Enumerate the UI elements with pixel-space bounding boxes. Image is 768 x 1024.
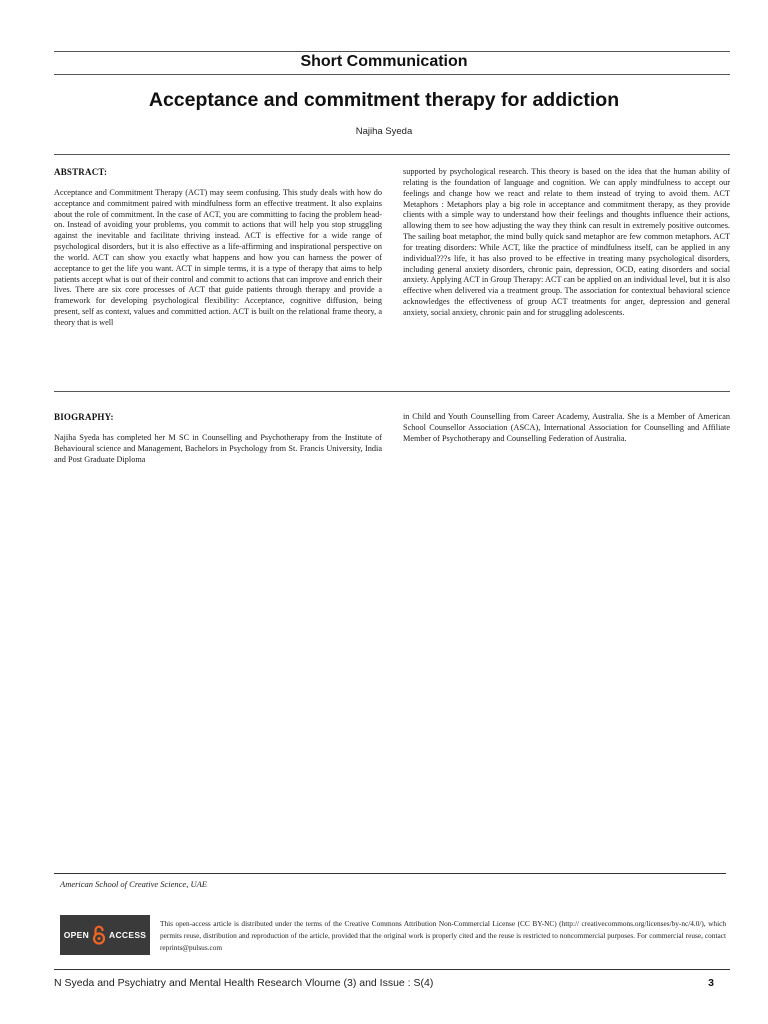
footer-citation: N Syeda and Psychiatry and Mental Health Research Vloume (3) and Issue : S(4): [54, 977, 434, 989]
title-rule: [54, 154, 730, 155]
abstract-column-right: [403, 167, 730, 319]
section-label: Short Communication: [300, 53, 468, 70]
open-access-left-word: OPEN: [63, 930, 90, 940]
top-rule: [54, 51, 730, 52]
affiliation-rule: [54, 873, 726, 874]
abstract-rule: [54, 391, 730, 392]
biography-heading: BIOGRAPHY:: [54, 412, 114, 422]
open-access-logo: [60, 915, 150, 955]
abstract-column-left: [54, 167, 382, 329]
author-name: Najiha Syeda: [355, 126, 413, 137]
affiliation-text: American School of Creative Science, UAE: [60, 879, 207, 889]
biography-column-left: [54, 412, 382, 465]
article-title: Acceptance and commitment therapy for addiction: [148, 89, 620, 111]
header-rule: [54, 74, 730, 75]
open-lock-icon: [92, 925, 106, 947]
abstract-text-left: Acceptance and Commitment Therapy (ACT) may seem confusing. This study deals with how do acceptance and commitment paired with mindfulness form an effective treatment. It also explains about the role of commitment. In the case of ACT, you are committing to facing the problem head-on. Instead of avoiding your problems, you commit to actions that will help you stop struggling against the inevitable and facilitate thriving instead. ACT is effective for a wide range of psychological disorders, but it is also effective as a life-affirming and inspirational perspective on the world. ACT can show you exactly what happens and how you can harness the power of acceptance to get the life you want. ACT in simple terms, it is a type of therapy that aims to help patients accept what is out of their control and commit to actions that can improve and enrich their lives. There are six core processes of ACT that guide patients through therapy and provide a framework for developing psychological flexibility: Acceptance, cognitive diffusion, being present, self as context, values and committed action. ACT is built on the relational frame theory, a theory that is well: [54, 187, 382, 327]
abstract-heading: ABSTRACT:: [54, 167, 108, 177]
biography-column-right: [403, 412, 730, 445]
footer-rule: [54, 969, 730, 970]
license-text: This open-access article is distributed under the terms of the Creative Commons Attribution Non-Commercial License (CC BY-NC) (http:// creativecommons.org/licenses/by-nc/4.0/), which permits reuse, distribution and reproduction of the article, provided that the original work is properly cited and the reuse is restricted to noncommercial purposes. For commercial reuse, contact reprints@pulsus.com: [160, 919, 726, 952]
biography-text-right: in Child and Youth Counselling from Career Academy, Australia. She is a Member of American School Counsellor Association (ASCA), International Association for Counselling and Affiliate Member of Psychotherapy and Counselling Federation of Australia.: [403, 412, 730, 443]
abstract-text-right: supported by psychological research. This theory is based on the idea that the human ability of relating is the foundation of language and cognition. We can apply mindfulness to accept our feelings and change how we react and relate to them instead of trying to avoid them. ACT Metaphors : Metaphors play a big role in acceptance and commitment therapy, as they provide clients with a simple way to understand how their feelings and thoughts influence their actions, allowing them to see how adjusting the way they think can result in extremely positive outcomes. The sailing boat metaphor, the mind bully quick sand metaphor are few common metaphors. ACT for treating disorders: While ACT, like the practice of mindfulness itself, can be applied in any individual???s life, it has also proved to be effective in treating many psychological disorders, including general anxiety disorders, chronic pain, depression, OCD, eating disorders and social anxiety. Applying ACT in Group Therapy: ACT can be applied on an individual level, but it is also effective when delivered via a treatment group. The association for contextual behavioral science acknowledges the effectiveness of group ACT treatments for anger, depression and general anxiety, social anxiety, chronic pain and for struggling adolescents.: [403, 167, 730, 317]
biography-text-left: Najiha Syeda has completed her M SC in Counselling and Psychotherapy from the Institute of Behavioural science and Management, Bachelors in Psychology from St. Francis University, India and Post Graduate Diploma: [54, 432, 382, 464]
open-access-right-word: ACCESS: [109, 930, 147, 940]
page-number: 3: [708, 977, 714, 989]
